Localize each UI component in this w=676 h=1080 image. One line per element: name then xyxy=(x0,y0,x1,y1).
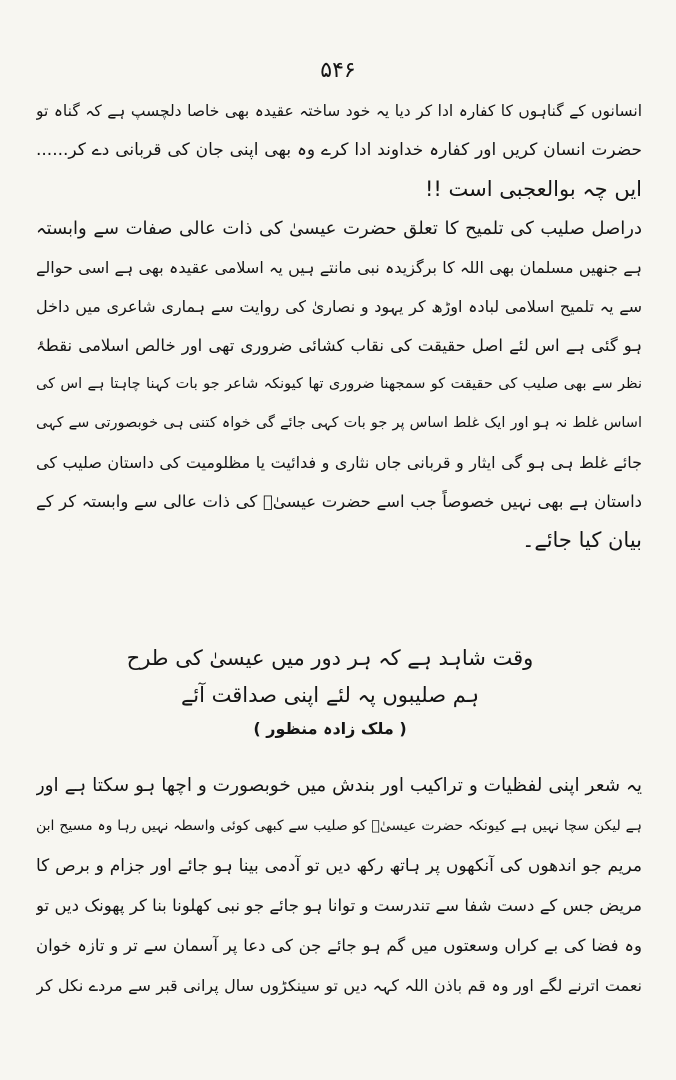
text-line: ہے جنھیں مسلمان بھی اللہ کا برگزیدہ نبی مانتے ہیں یہ اسلامی عقیدہ بھی ہے اسی حوالے xyxy=(36,258,642,277)
text-line: ہے لیکن سچا نہیں ہے کیونکہ حضرت عیسیٰؑ کو صلیب سے کبھی کوئی واسطہ نہیں رہا وہ مسیح ابن xyxy=(36,818,642,834)
verse-line: ہم صلیبوں پہ لئے اپنی صداقت آئے xyxy=(180,683,480,707)
text-line: نظر سے بھی صلیب کی حقیقت کو سمجھنا ضروری تھا کیونکہ شاعر جو بات کہنا چاہتا ہے اس کی xyxy=(36,376,642,392)
text-line: جائے غلط ہی ہو گی ایثار و قربانی جاں نثاری و فدائیت یا مظلومیت کی داستان صلیب کی xyxy=(36,453,642,472)
verse-line: وقت شاہد ہے کہ ہر دور میں عیسیٰ کی طرح xyxy=(126,646,534,670)
text-line: ہو گئی ہے اس لئے اصل حقیقت کی نقاب کشائی ضروری تھی اور خالص اسلامی نقطۂ xyxy=(36,336,642,355)
text-line: یہ شعر اپنی لفظیات و تراکیب اور بندش میں خوبصورت و اچھا ہو سکتا ہے اور xyxy=(36,775,642,796)
text-line: دراصل صلیب کی تلمیح کا تعلق حضرت عیسیٰ کی ذات عالی صفات سے وابستہ xyxy=(36,218,642,239)
verse-attribution: ( ملک زادہ منظور ) xyxy=(253,719,407,738)
text-line: سے یہ تلمیح اسلامی لبادہ اوڑھ کر یہود و نصاریٰ کی روایت سے ہماری شاعری میں داخل xyxy=(36,297,642,316)
text-line: بیان کیا جائے۔ xyxy=(522,528,642,552)
text-line: نعمت اترنے لگے اور وہ قم باذن اللہ کہہ دیں تو سینکڑوں سال پرانی قبر سے مردے نکل کر xyxy=(36,976,642,995)
text-line: مریم جو اندھوں کی آنکھوں پر ہاتھ رکھ دیں تو آدمی بینا ہو جائے اور جزام و برص کا xyxy=(36,856,642,876)
text-line: وہ فضا کی بے کراں وسعتوں میں گم ہو جائے جن کی دعا پر آسمان سے تر و تازہ خوان xyxy=(36,936,642,955)
text-line: اساس غلط نہ ہو اور ایک غلط اساس پر جو بات کہی جائے گی خواہ کتنی ہی خوبصورتی سے کہی xyxy=(36,415,642,431)
paragraph-block-3 xyxy=(36,766,642,1006)
text-line: داستان ہے بھی نہیں خصوصاً جب اسے حضرت عیسیٰؑ کی ذات عالی سے وابستہ کر کے xyxy=(36,492,642,511)
text-line: حضرت انسان کریں اور کفارہ خداوند ادا کرے وہ بھی اپنی جان کی قربانی دے کر...... xyxy=(36,140,642,160)
poetry-verse xyxy=(120,640,540,744)
text-line: انسانوں کے گناہوں کا کفارہ ادا کر دیا یہ خود ساختہ عقیدہ بھی خاصا دلچسپ ہے کہ گناہ تو xyxy=(36,102,642,120)
text-line: ایں چہ بوالعجبی است !! xyxy=(425,177,642,201)
page-number: ۵۴۶ xyxy=(320,58,356,83)
paragraph-block-1 xyxy=(36,92,642,560)
text-line: مریض جس کے دست شفا سے تندرست و توانا ہو جائے جو نبی کھلونا بنا کر پھونک دیں تو xyxy=(36,896,642,915)
